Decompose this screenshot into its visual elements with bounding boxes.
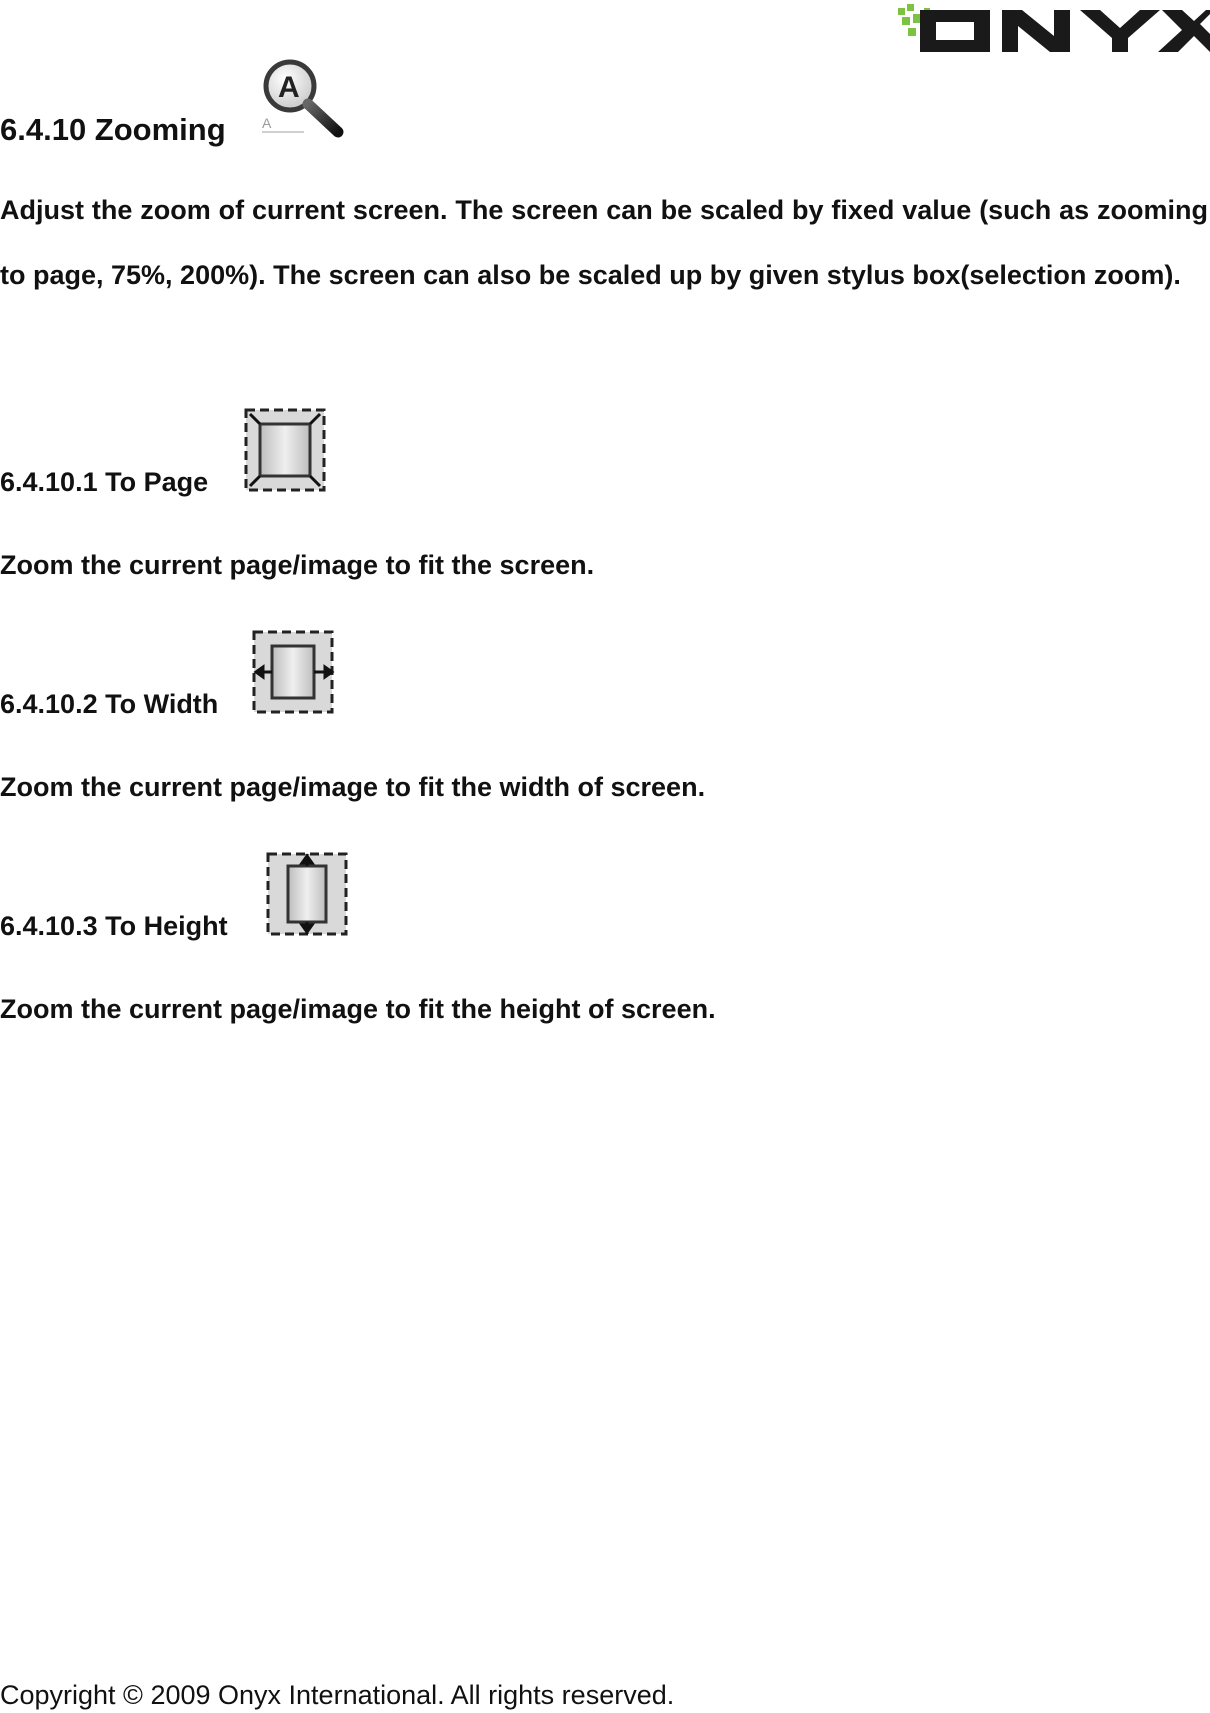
section-paragraph: Adjust the zoom of current screen. The screen can be scaled by fixed value (such as zooming to page, 75%, 200%). The screen can also be scaled up by given stylus box(selection zoom). xyxy=(0,195,1208,290)
subsection-heading-to-width: 6.4.10.2 To Width xyxy=(0,689,219,719)
subsection-heading-to-height: 6.4.10.3 To Height xyxy=(0,911,228,941)
svg-text:A: A xyxy=(278,71,300,104)
zoom-magnifier-icon xyxy=(258,58,348,148)
copyright-footer: Copyright © 2009 Onyx International. All rights reserved. xyxy=(0,1680,675,1710)
subsection-description-to-width: Zoom the current page/image to fit the width of screen. xyxy=(0,772,706,802)
fit-page-icon xyxy=(244,408,328,494)
subsection-heading-to-page: 6.4.10.1 To Page xyxy=(0,467,209,497)
subsection-description-to-page: Zoom the current page/image to fit the screen. xyxy=(0,550,595,580)
fit-width-icon xyxy=(252,630,336,716)
svg-text:A: A xyxy=(262,115,272,131)
section-heading: 6.4.10 Zooming xyxy=(0,112,226,147)
fit-height-icon xyxy=(266,852,350,938)
onyx-logo xyxy=(898,4,1210,56)
subsection-description-to-height: Zoom the current page/image to fit the height of screen. xyxy=(0,994,716,1024)
